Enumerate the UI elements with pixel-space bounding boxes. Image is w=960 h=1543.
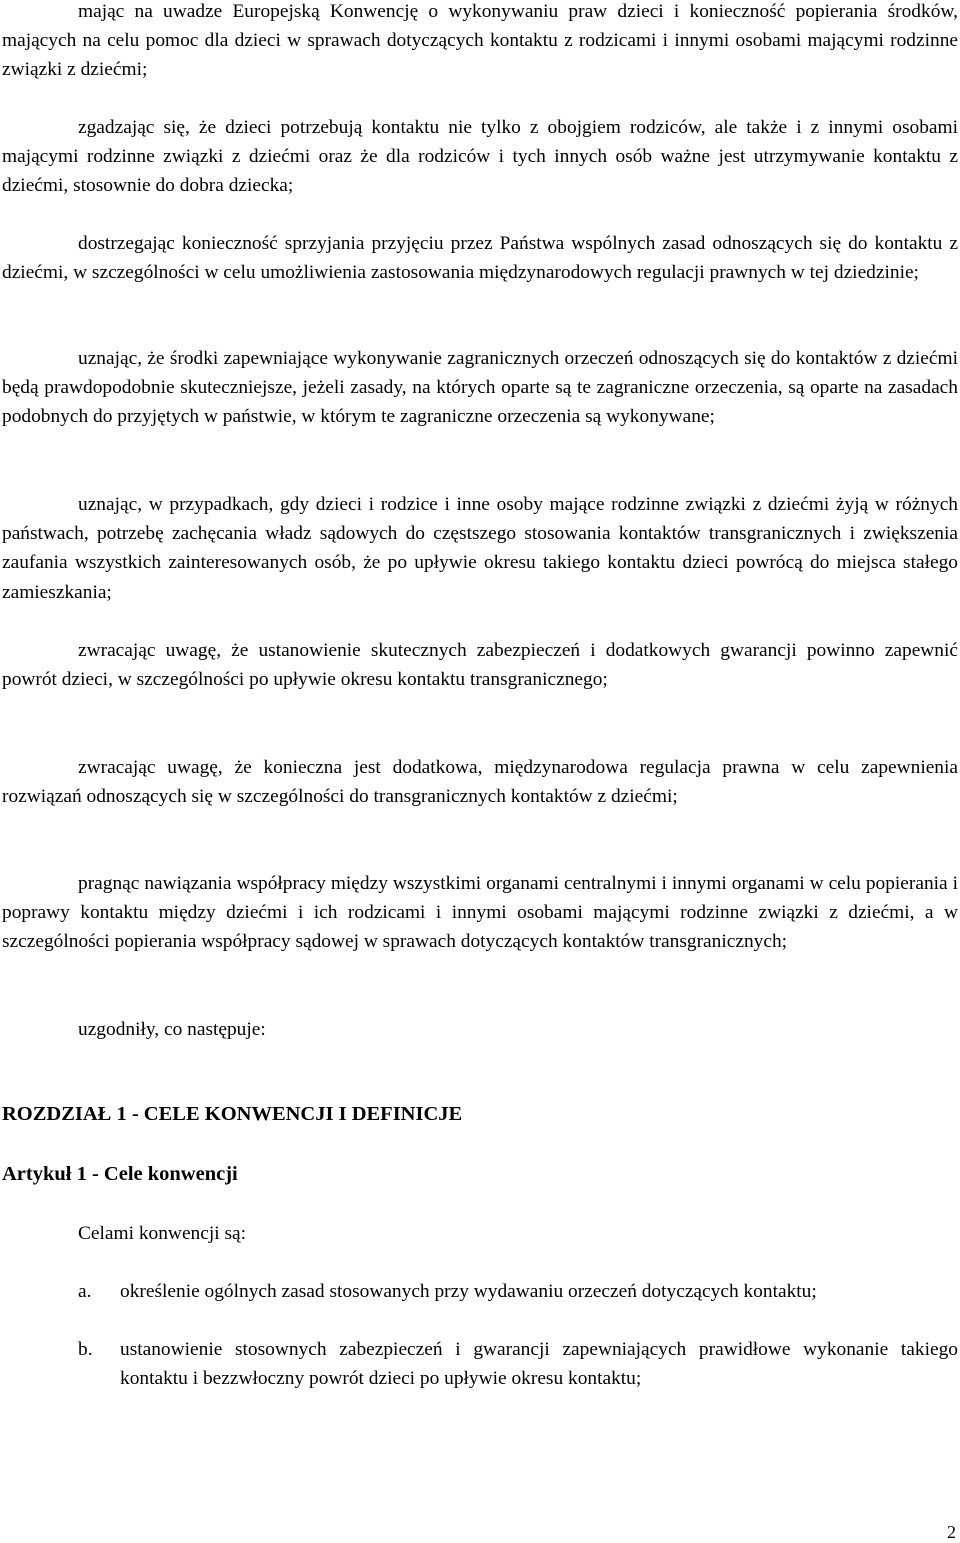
list-item-text: ustanowienie stosownych zabezpieczeń i gwarancji zapewniających prawidłowe wykonanie takiego kontaktu i bezzwłoczny powrót dzieci po upływie okresu kontaktu; (120, 1339, 958, 1390)
preamble-paragraph: uznając, że środki zapewniające wykonywanie zagranicznych orzeczeń odnoszących się do kontaktów z dziećmi będą prawdopodobnie skuteczniejsze, jeżeli zasady, na których oparte są te zagraniczne orzeczenia, są oparte na zasadach podobnych do przyjętych w państwie, w którym te zagraniczne orzeczenia są wykonywane; (2, 348, 958, 428)
preamble-paragraph: mając na uwadze Europejską Konwencję o wykonywaniu praw dzieci i konieczność popierania środków, mających na celu pomoc dla dzieci w sprawach dotyczących kontaktu z rodzicami i innymi osobami mającymi rodzinne związki z dziećmi; (2, 1, 958, 81)
chapter-title: ROZDZIAŁ 1 - CELE KONWENCJI I DEFINICJE (2, 1103, 463, 1125)
list-marker: b. (78, 1339, 93, 1361)
preamble-paragraph: zwracając uwagę, że konieczna jest dodatkowa, międzynarodowa regulacja prawna w celu zapewnienia rozwiązań odnoszących się w szczególności do transgranicznych kontaktów z dziećmi; (2, 757, 958, 808)
list-item (2, 1277, 958, 1306)
preamble-paragraph: zwracając uwagę, że ustanowienie skutecznych zabezpieczeń i dodatkowych gwarancji powinno zapewnić powrót dzieci, w szczególności po upływie okresu kontaktu transgranicznego; (2, 640, 958, 691)
page-number: 2 (947, 1522, 956, 1542)
preamble-paragraph: zgadzając się, że dzieci potrzebują kontaktu nie tylko z obojgiem rodziców, ale także i z innymi osobami mającymi rodzinne związki z dziećmi oraz że dla rodziców i tych innych osób ważne jest utrzymywanie kontaktu z dziećmi, stosownie do dobra dziecka; (2, 117, 958, 197)
closing-formula: uzgodniły, co następuje: (78, 1019, 266, 1040)
preamble-paragraph: dostrzegając konieczność sprzyjania przyjęciu przez Państwa wspólnych zasad odnoszących się do kontaktu z dziećmi, w szczególności w celu umożliwienia zastosowania międzynarodowych regulacji prawnych w tej dziedzinie; (2, 233, 958, 284)
list-item-text: określenie ogólnych zasad stosowanych przy wydawaniu orzeczeń dotyczących kontaktu; (120, 1281, 817, 1302)
objectives-list (2, 1277, 958, 1394)
list-item (2, 1335, 958, 1393)
article-intro: Celami konwencji są: (78, 1223, 247, 1244)
preamble-paragraph: pragnąc nawiązania współpracy między wszystkimi organami centralnymi i innymi organami w celu popierania i poprawy kontaktu między dziećmi i ich rodzicami i innymi osobami mającymi rodzinne związki z dziećmi, a w szczególności popierania współpracy sądowej w sprawach dotyczących kontaktów transgranicznych; (2, 873, 958, 953)
article-title: Artykuł 1 - Cele konwencji (2, 1163, 238, 1185)
list-marker: a. (78, 1281, 92, 1302)
preamble-paragraph: uznając, w przypadkach, gdy dzieci i rodzice i inne osoby mające rodzinne związki z dziećmi żyją w różnych państwach, potrzebę zachęcania władz sądowych do częstszego stosowania kontaktów transgranicznych i zwiększenia zaufania wszystkich zainteresowanych osób, że po upływie okresu takiego kontaktu dzieci powrócą do miejsca stałego zamieszkania; (2, 494, 958, 603)
